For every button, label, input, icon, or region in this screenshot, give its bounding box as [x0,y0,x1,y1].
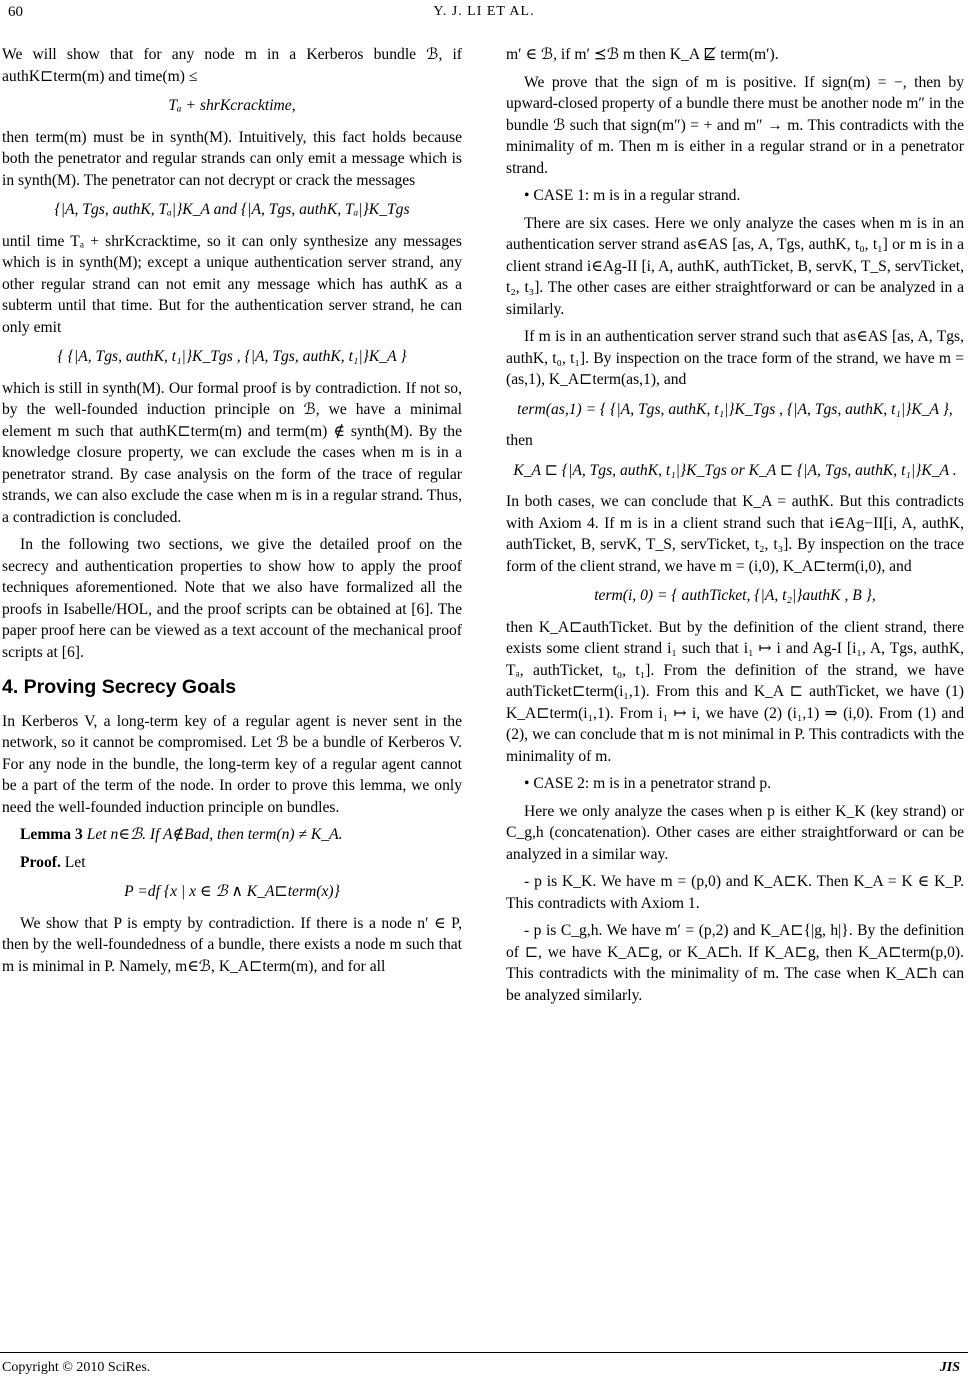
paragraph: In Kerberos V, a long-term key of a regular agent is never sent in the network, so it cannot be compromised. Let ℬ be a bundle of Kerberos V. For any node in the bundle, the long-term key of a regular agent cannot be a part of the term of the node. In order to prove this lemma, we only need the well-founded induction principle on bundles. [2,712,462,816]
paragraph: In both cases, we can conclude that K_A = authK. But this contradicts with Axiom 4. If m is in a client strand such that i∈Ag−II[i, A, authK, authTicket, B, servK, T_S, servTicket, t₂, t₃]. By inspection on the trace form of the client strand, we have m = (i,0), K_A⊏term(i,0), and [506,493,964,575]
lemma-text: Let n∈ℬ. If A∉Bad, then term(n) ≠ K_A. [82,826,343,843]
page-footer [0,1360,968,1382]
equation: term(as,1) = { {|A, Tgs, authK, t₁|}K_Tgs , {|A, Tgs, authK, t₁|}K_A }, [517,400,953,418]
equation: P =df {x | x ∈ ℬ ∧ K_A⊏term(x)} [124,883,340,900]
paragraph: then [506,432,533,449]
journal-abbrev: JIS [939,1360,960,1375]
paragraph: We will show that for any node m in a Kerberos bundle ℬ, if authK⊏term(m) and time(m) ≤ [2,46,462,85]
paragraph: then term(m) must be in synth(M). Intuitively, this fact holds because both the penetrator and regular strands can only emit a message which is in synth(M). The penetrator can not decrypt or crack the messages [2,128,462,189]
paragraph: until time Tₐ + shrKcracktime, so it can only synthesize any messages which is in synth(M); except a unique authentication server strand, any other regular strand can not emit any message which has authK as a subterm until that time. But for the authentication server strand, he can only emit [2,232,462,336]
case-heading: • CASE 2: m is in a penetrator strand p. [524,775,772,792]
paragraph: If m is in an authentication server strand such that as∈AS [as, A, Tgs, authK, t₀, t₁]. By inspection on the trace form of the strand, we have m = (as,1), K_A⊏term(as,1), and [506,328,964,388]
proof [2,852,462,874]
page-number: 60 [8,4,23,20]
paragraph: Here we only analyze the cases when p is either K_K (key strand) or C_g,h (concatenation). Other cases are either straightforward or can be analyzed in a similar way. [506,802,964,863]
equation: term(i, 0) = { authTicket, {|A, t₂|}authK , B }, [594,587,876,604]
paragraph: m′ ∈ ℬ, if m′ ⪯ℬ m then K_A ⋢ term(m′). [506,46,779,63]
proof-label: Proof. [20,853,61,871]
paragraph: then K_A⊏authTicket. But by the definition of the client strand, there exists some client strand i₁ such that i₁ ↦ i and Ag-I [i₁, A, Tgs, authK, Tₐ, authTicket, t₀, t₁]. From the definition of the strand, we have authTicket⊏term(i₁,1). From this and K_A ⊏ authTicket, we have (1) K_A⊏term(i₁,1). From i₁ ↦ i, we have (2) (i₁,1) ⇒ (i,0). From (1) and (2), we can conclude that m is not minimal in P. This contradicts with the minimality of m. [506,618,964,765]
paragraph: In the following two sections, we give the detailed proof on the secrecy and authentication properties to show how to apply the proof techniques aforementioned. Note that we also have formalized all the proofs in Isabelle/HOL, and the proof scripts can be obtained at [6]. The paper proof here can be viewed as a text account of the mechanical proof scripts at [6]. [2,536,462,661]
proof-text: Let [60,853,86,871]
paragraph: which is still in synth(M). Our formal proof is by contradiction. If not so, by the well-founded induction principle on ℬ, we have a minimal element m such that authK⊏term(m) and term(m) ∉ synth(M). By the knowledge closure property, we can exclude the cases when m is in a penetrator strand. By case analysis on the form of the trace of regular strands, we can also exclude the case when m is in a regular strand. Thus, a contradiction is concluded. [2,379,462,526]
equation: {|A, Tgs, authK, Tₐ|}K_A and {|A, Tgs, authK, Tₐ|}K_Tgs [54,201,410,218]
copyright: Copyright © 2010 SciRes. [2,1360,151,1375]
paragraph: We show that P is empty by contradiction. If there is a node n′ ∈ P, then by the well-foundedness of a bundle, there exists a node m such that m is minimal in P. Namely, m∈ℬ, K_A⊏term(m), and for all [2,914,462,975]
paragraph: - p is C_g,h. We have m′ = (p,2) and K_A⊏{|g, h|}. By the definition of ⊏, we have K_A⊏g, or K_A⊏h. If K_A⊏g, then K_A⊏term(p,0). This contradicts with the minimality of m. The case when K_A⊏h can be analyzed similarly. [506,922,964,1004]
footer-rule [0,1352,968,1353]
case-heading: • CASE 1: m is in a regular strand. [524,187,741,204]
equation: K_A ⊏ {|A, Tgs, authK, t₁|}K_Tgs or K_A ⊏ {|A, Tgs, authK, t₁|}K_A . [513,461,957,479]
equation: { {|A, Tgs, authK, t₁|}K_Tgs , {|A, Tgs, authK, t₁|}K_A } [57,348,407,365]
section-title: 4. Proving Secrecy Goals [2,676,237,698]
lemma [2,824,462,846]
paragraph: There are six cases. Here we only analyze the cases when m is in an authentication server strand as∈AS [as, A, Tgs, authK, t₀, t₁] or m is in a client strand i∈Ag-II [i, A, authK, authTicket, B, servK, T_S, servTicket, t₂, t₃]. The other cases are either straightforward or can be analyzed in a similarly. [506,214,964,318]
paragraph: - p is K_K. We have m = (p,0) and K_A⊏K. Then K_A = K ∈ K_P. This contradicts with Axiom 1. [506,873,964,912]
right-column [506,44,964,1012]
lemma-label: Lemma 3 [20,826,83,843]
left-column [2,44,462,983]
paragraph: We prove that the sign of m is positive. If sign(m) = −, then by upward-closed property of a bundle there must be another node m″ in the bundle ℬ such that sign(m″) = + and m″ → m. This contradicts with the minimality of m. Then m is either in a regular strand or in a penetrator strand. [506,73,964,177]
equation: Tₐ + shrKcracktime, [168,97,296,114]
page-header [0,0,968,40]
running-head: Y. J. LI ET AL. [433,4,535,19]
